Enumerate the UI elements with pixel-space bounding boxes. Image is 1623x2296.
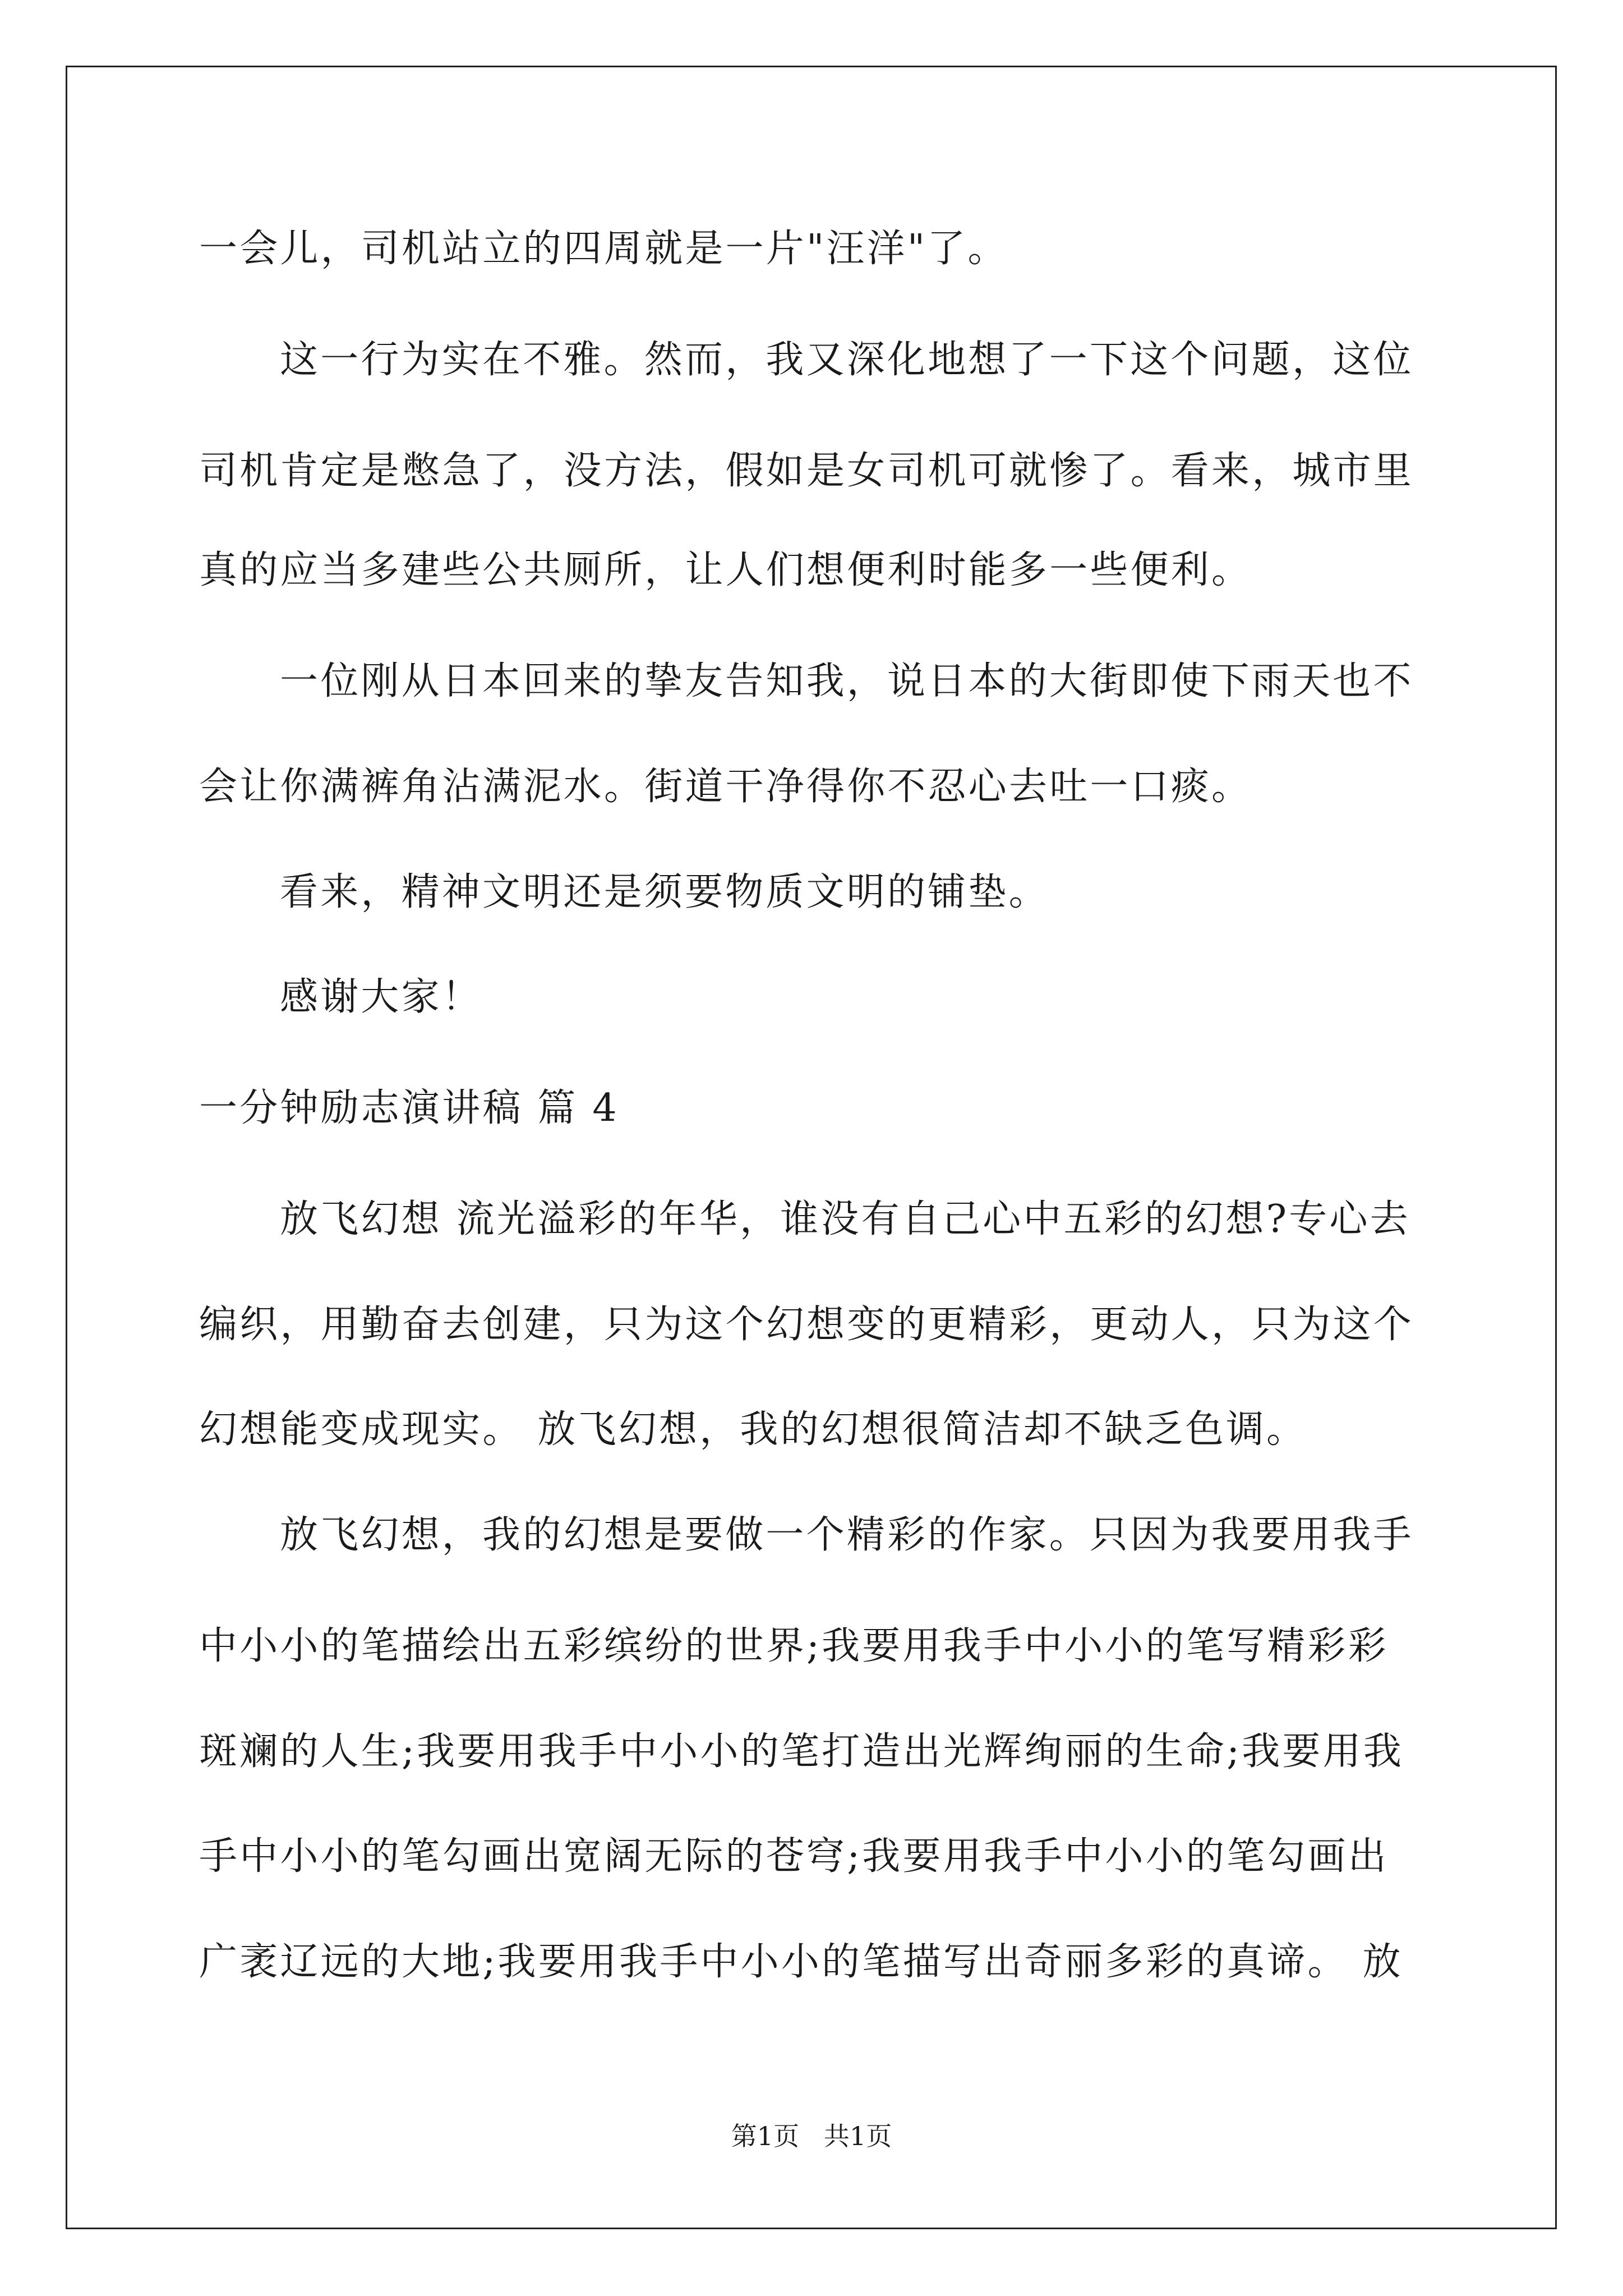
text-line: 斑斓的人生;我要用我手中小小的笔打造出光辉绚丽的生命;我要用我	[199, 1729, 1404, 1774]
text-line: 广袤辽远的大地;我要用我手中小小的笔描写出奇丽多彩的真谛。 放	[199, 1940, 1403, 1984]
page-border	[66, 66, 1557, 2229]
text-line: 看来，精神文明还是须要物质文明的铺垫。	[280, 870, 1049, 914]
text-line: 会让你满裤角沾满泥水。街道干净得你不忍心去吐一口痰。	[199, 765, 1252, 809]
text-line: 幻想能变成现实。 放飞幻想，我的幻想很简洁却不缺乏色调。	[199, 1407, 1307, 1452]
text-line: 编织，用勤奋去创建，只为这个幻想变的更精彩，更动人，只为这个	[199, 1303, 1414, 1347]
text-line: 感谢大家！	[280, 975, 483, 1019]
text-line: 司机肯定是憋急了，没方法，假如是女司机可就惨了。看来，城市里	[199, 449, 1414, 493]
text-line: 放飞幻想，我的幻想是要做一个精彩的作家。只因为我要用我手	[280, 1513, 1414, 1557]
text-line: 手中小小的笔勾画出宽阔无际的苍穹;我要用我手中小小的笔勾画出	[199, 1834, 1389, 1879]
text-line: 这一行为实在不雅。然而，我又深化地想了一下这个问题，这位	[280, 338, 1414, 382]
section-heading: 一分钟励志演讲稿 篇 4	[199, 1086, 619, 1130]
text-line: 中小小的笔描绘出五彩缤纷的世界;我要用我手中小小的笔写精彩彩	[199, 1624, 1389, 1668]
text-line: 真的应当多建些公共厕所，让人们想便利时能多一些便利。	[199, 548, 1252, 592]
text-line: 放飞幻想 流光溢彩的年华，谁没有自己心中五彩的幻想?专心去	[280, 1197, 1410, 1241]
text-line: 一会儿，司机站立的四周就是一片"汪洋"了。	[199, 227, 1008, 271]
text-line: 一位刚从日本回来的挚友告知我，说日本的大街即使下雨天也不	[280, 659, 1414, 703]
page-footer: 第1页 共1页	[731, 2121, 892, 2151]
